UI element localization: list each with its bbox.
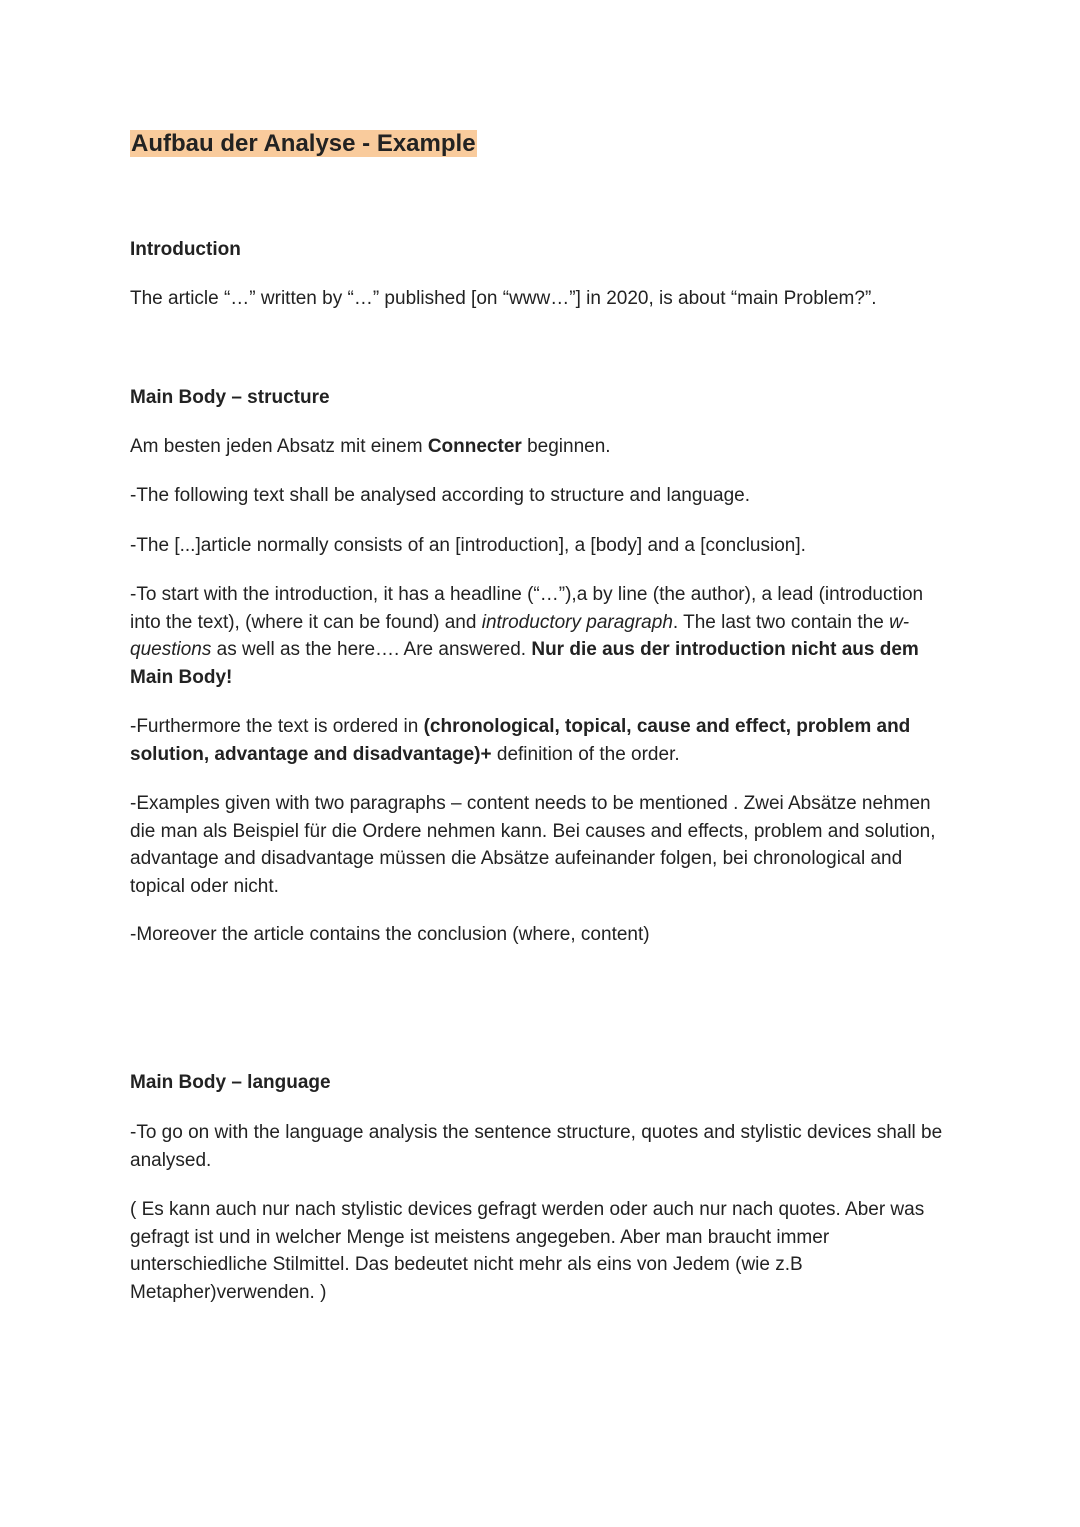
- structure-paragraph-introduction: [130, 581, 950, 691]
- structure-paragraph-following: -The following text shall be analysed according to structure and language.: [130, 485, 750, 506]
- bold-run: (chronological, topical, cause and effect, problem and solution, advantage and disadvantage)+: [130, 716, 911, 765]
- structure-paragraph-order: [130, 713, 950, 768]
- structure-paragraph-conclusion: -Moreover the article contains the conclusion (where, content): [130, 924, 650, 945]
- italic-run: introductory paragraph: [481, 611, 673, 633]
- document-title: [130, 128, 477, 160]
- text-run: . The last two contain the: [672, 611, 890, 633]
- text-run: -Furthermore the text is ordered in: [130, 716, 424, 737]
- language-heading: Main Body – language: [130, 1072, 331, 1093]
- text-run: Am besten jeden Absatz mit einem: [130, 436, 428, 457]
- text-run: -To start with the introduction, it has a headline (“…”),a by line (the author), a lead (introduction into the text), (where it can be found) and: [130, 584, 924, 633]
- text-run: as well as the here…. Are answered.: [211, 639, 532, 660]
- text-run: beginnen.: [521, 436, 611, 457]
- bold-run: Nur die aus der introduction nicht aus dem Main Body!: [130, 639, 919, 688]
- structure-heading: Main Body – structure: [130, 387, 330, 408]
- introduction-heading: Introduction: [130, 239, 241, 260]
- title-highlight: Aufbau der Analyse - Example: [131, 130, 476, 157]
- structure-paragraph-connecter: [130, 433, 950, 461]
- structure-paragraph-consists: -The [...]article normally consists of an [introduction], a [body] and a [conclusion].: [130, 535, 806, 556]
- language-paragraph-note: ( Es kann auch nur nach stylistic devices gefragt werden oder auch nur nach quotes. Aber was gefragt ist und in welcher Menge ist meistens angegeben. Aber man braucht immer unterschiedliche Stilmittel. Das bedeutet nicht mehr als eins von Jedem (wie z.B Metapher)verwenden. ): [130, 1199, 925, 1303]
- text-run: definition of the order.: [491, 743, 680, 765]
- language-paragraph-analysis: -To go on with the language analysis the sentence structure, quotes and stylistic devices shall be analysed.: [130, 1122, 943, 1171]
- italic-run: w-questions: [130, 611, 910, 660]
- structure-paragraph-examples: -Examples given with two paragraphs – content needs to be mentioned . Zwei Absätze nehmen die man als Beispiel für die Ordere nehmen kann. Bei causes and effects, problem and solution, advantage and disadvantage müssen die Absätze aufeinander folgen, bei chronological and topical oder nicht.: [130, 793, 936, 897]
- introduction-text: The article “…” written by “…” published [on “www…”] in 2020, is about “main Problem?”.: [130, 288, 877, 309]
- bold-run: Connecter: [427, 436, 522, 457]
